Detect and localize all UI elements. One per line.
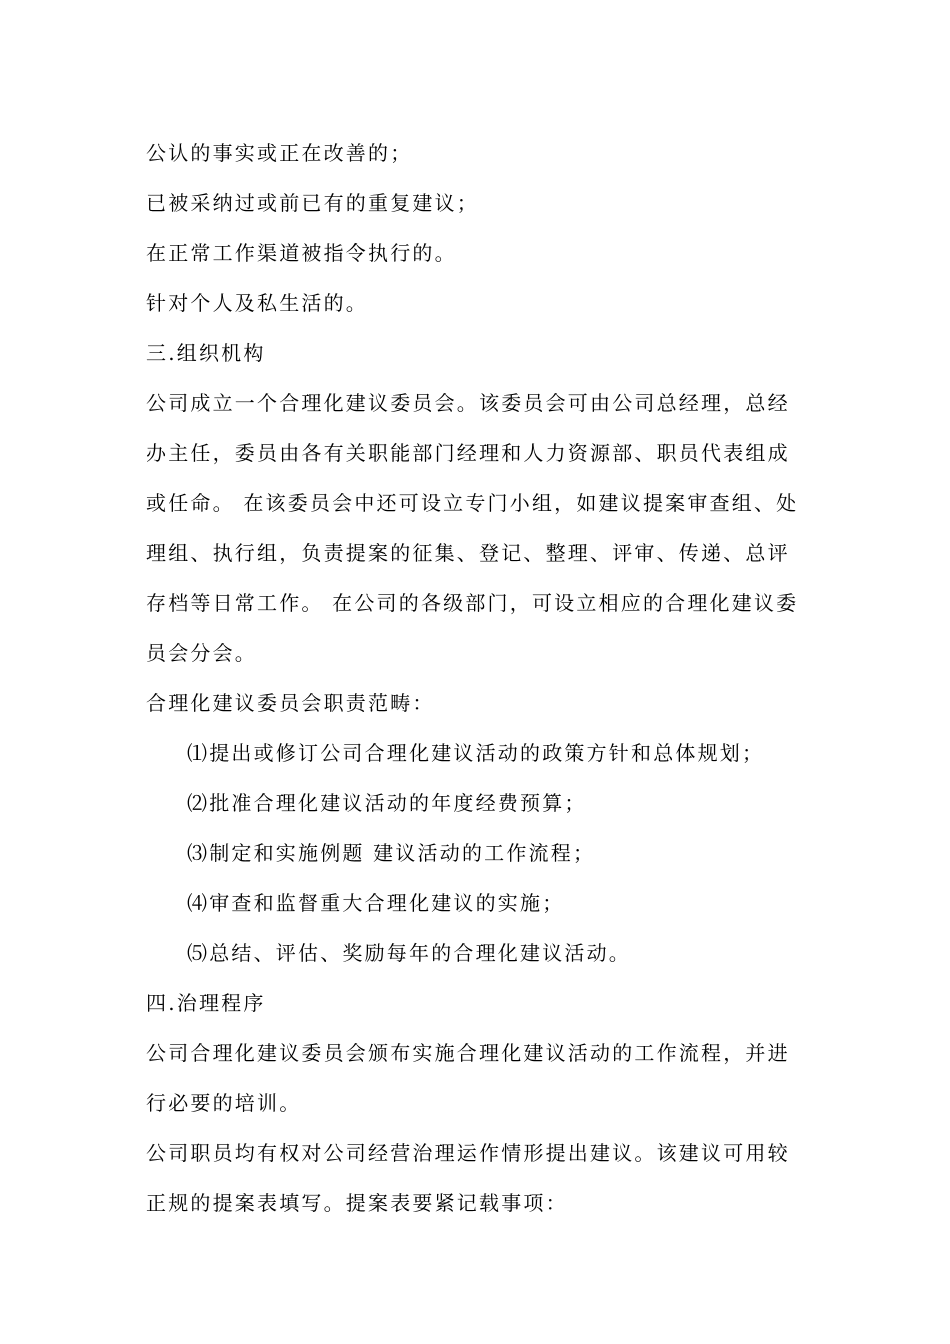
text-line: 理组、执行组，负责提案的征集、登记、整理、评审、传递、总评 <box>146 541 790 565</box>
text-line: 公认的事实或正在改善的； <box>146 141 413 165</box>
list-item: ⑶制定和实施例题 建议活动的工作流程； <box>187 841 596 865</box>
list-item: ⑷审查和监督重大合理化建议的实施； <box>187 891 565 915</box>
list-item: ⑵批准合理化建议活动的年度经费预算； <box>187 791 587 815</box>
text-line: 正规的提案表填写。提案表要紧记载事项： <box>146 1191 568 1215</box>
text-line: 行必要的培训。 <box>146 1091 302 1115</box>
document-body <box>146 128 802 1228</box>
list-item: ⑸总结、评估、奖励每年的合理化建议活动。 <box>187 941 631 965</box>
text-line: 办主任，委员由各有关职能部门经理和人力资源部、职员代表组成 <box>146 441 790 465</box>
text-line: 合理化建议委员会职责范畴： <box>146 691 435 715</box>
text-line: 公司成立一个合理化建议委员会。该委员会可由公司总经理，总经 <box>146 391 790 415</box>
text-line: 员会分会。 <box>146 641 257 665</box>
text-line: 或任命。 在该委员会中还可设立专门小组，如建议提案审查组、处 <box>146 491 799 515</box>
list-item: ⑴提出或修订公司合理化建议活动的政策方针和总体规划； <box>187 741 765 765</box>
text-line: 已被采纳过或前已有的重复建议； <box>146 191 479 215</box>
text-line: 公司职员均有权对公司经营治理运作情形提出建议。该建议可用较 <box>146 1141 790 1165</box>
text-line: 针对个人及私生活的。 <box>146 291 368 315</box>
section-heading: 三.组织机构 <box>146 341 266 365</box>
section-heading: 四.治理程序 <box>146 991 266 1015</box>
text-line: 存档等日常工作。 在公司的各级部门，可设立相应的合理化建议委 <box>146 591 799 615</box>
text-line: 在正常工作渠道被指令执行的。 <box>146 241 457 265</box>
text-line: 公司合理化建议委员会颁布实施合理化建议活动的工作流程，并进 <box>146 1041 790 1065</box>
